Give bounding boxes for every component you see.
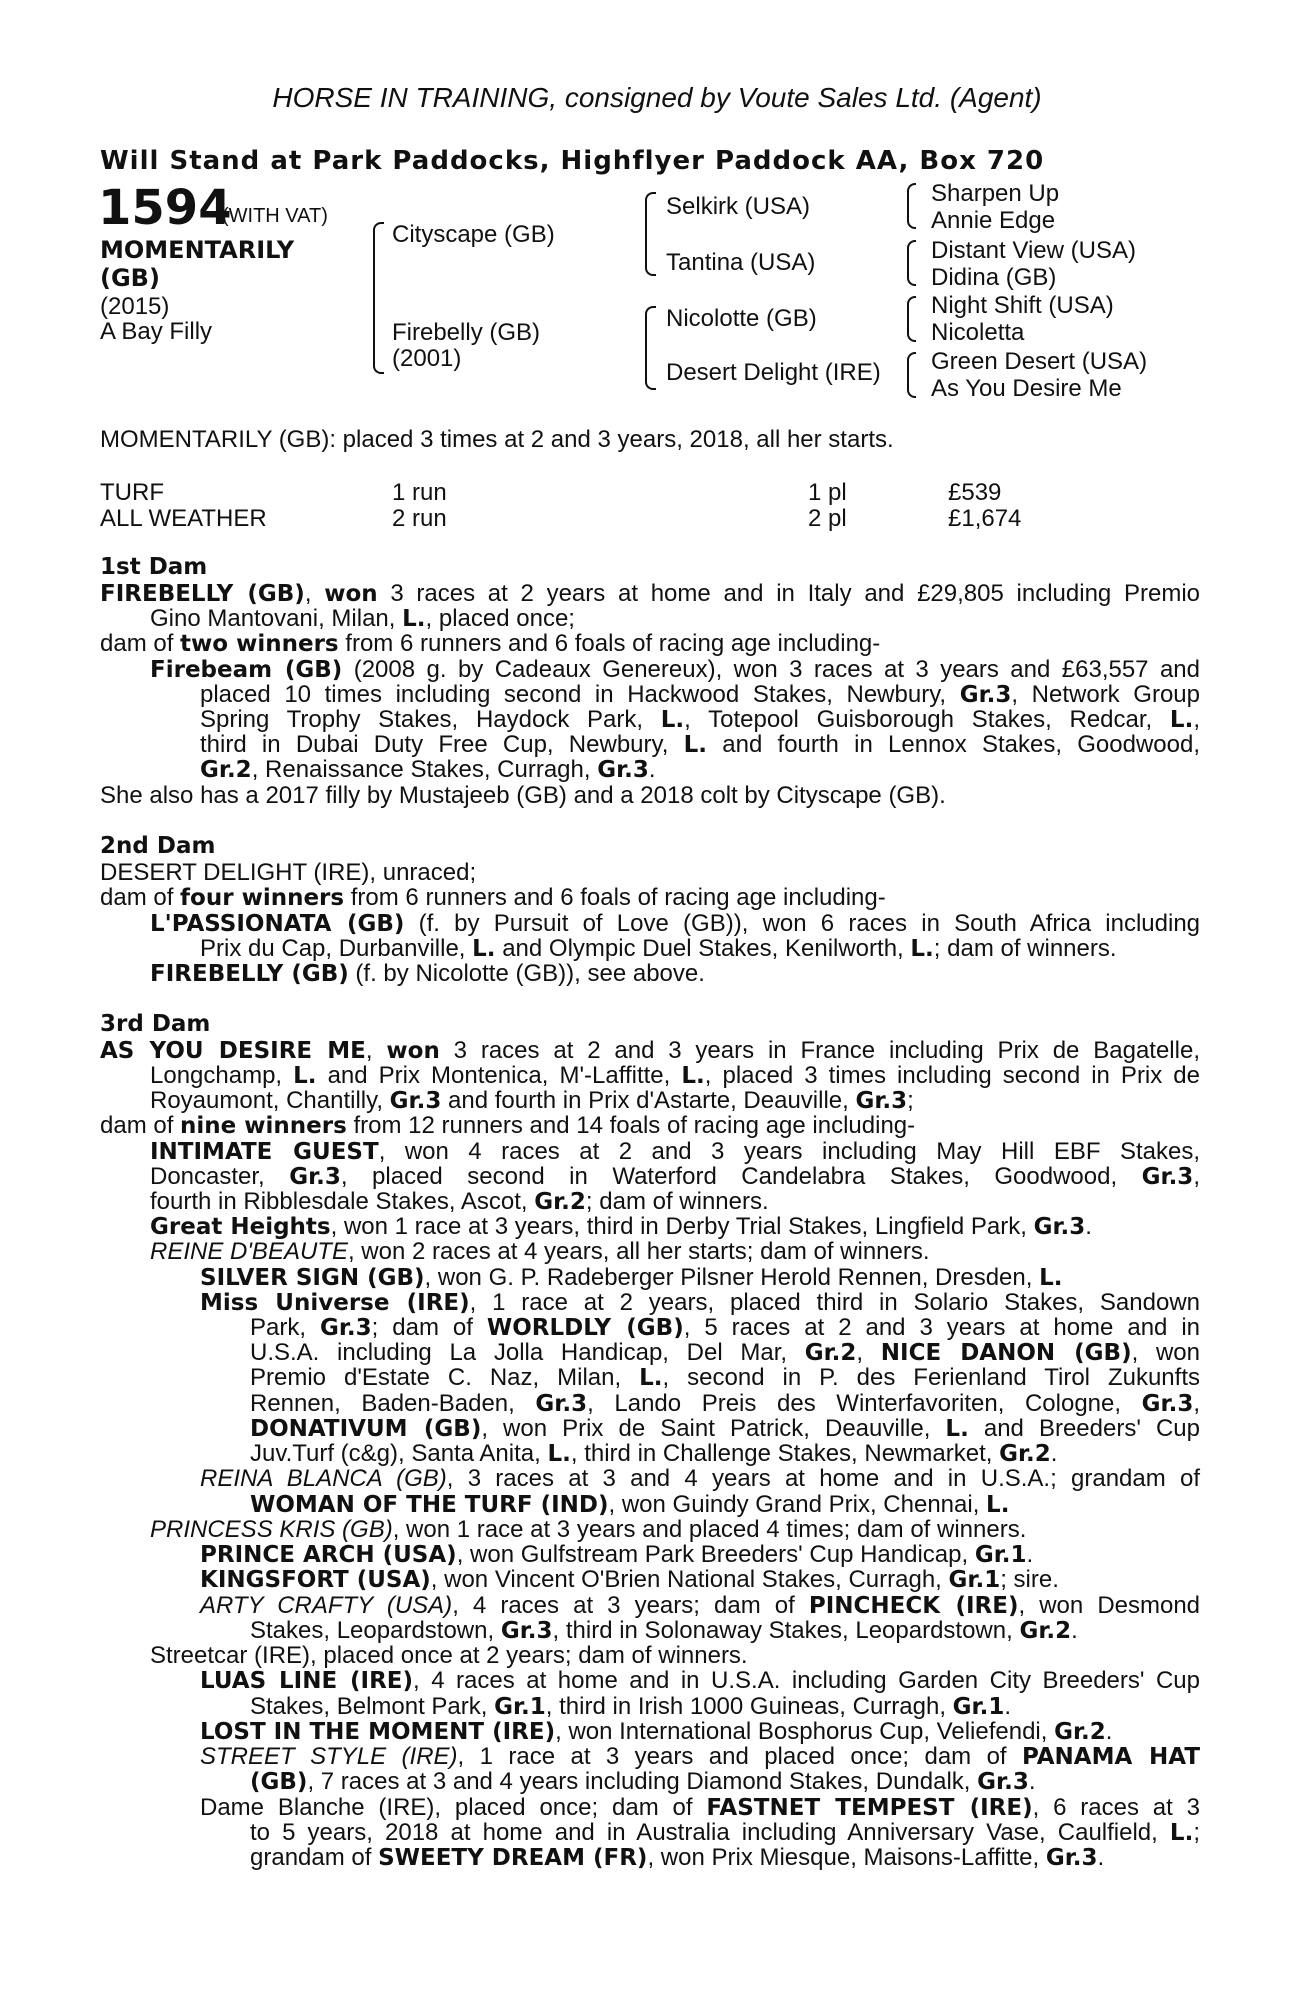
pedigree-sire-dam: Tantina (USA) bbox=[666, 249, 816, 276]
pedigree-dds: Green Desert (USA) bbox=[931, 348, 1148, 375]
progeny-line: L'PASSIONATA (GB) (f. by Pursuit of Love (GB)), won 6 races in South Africa including bbox=[150, 910, 1201, 937]
pedigree-sss: Sharpen Up bbox=[931, 180, 1060, 207]
progeny-line: FIREBELLY (GB) (f. by Nicolotte (GB)), see above. bbox=[150, 960, 705, 987]
dam-line: AS YOU DESIRE ME, won 3 races at 2 and 3 years in France including Prix de Bagatelle, bbox=[100, 1037, 1200, 1064]
dam-note: She also has a 2017 filly by Mustajeeb (GB) and a 2018 colt by Cityscape (GB). bbox=[100, 782, 946, 809]
pedigree-dss: Night Shift (USA) bbox=[931, 292, 1114, 319]
progeny-line: Spring Trophy Stakes, Haydock Park, L., Totepool Guisborough Stakes, Redcar, L., bbox=[200, 706, 1200, 733]
progeny-line: Firebeam (GB) (2008 g. by Cadeaux Genereux), won 3 races at 3 years and £63,557 and bbox=[150, 656, 1200, 683]
brace-sire-parents bbox=[645, 192, 656, 276]
brace-dd bbox=[907, 352, 916, 398]
progeny-line: LOST IN THE MOMENT (IRE), won International Bosphorus Cup, Veliefendi, Gr.2. bbox=[200, 1718, 1113, 1745]
dam-line: dam of four winners from 6 runners and 6 foals of racing age including- bbox=[100, 884, 886, 911]
progeny-line: third in Dubai Duty Free Cup, Newbury, L. and fourth in Lennox Stakes, Goodwood, bbox=[200, 731, 1200, 758]
pedigree-dsd: Nicoletta bbox=[931, 319, 1025, 346]
record-runs: 2 run bbox=[392, 505, 447, 532]
dam-line: Royaumont, Chantilly, Gr.3 and fourth in Prix d'Astarte, Deauville, Gr.3; bbox=[150, 1087, 914, 1114]
progeny-line: Miss Universe (IRE), 1 race at 2 years, placed third in Solario Stakes, Sandown bbox=[200, 1289, 1201, 1316]
vat-note: (WITH VAT) bbox=[222, 205, 328, 227]
progeny-line: ARTY CRAFTY (USA), 4 races at 3 years; dam of PINCHECK (IRE), won Desmond bbox=[200, 1592, 1201, 1619]
brace-ss bbox=[907, 183, 916, 229]
progeny-line: PRINCE ARCH (USA), won Gulfstream Park Breeders' Cup Handicap, Gr.1. bbox=[200, 1541, 1034, 1568]
progeny-line: Streetcar (IRE), placed once at 2 years; dam of winners. bbox=[150, 1642, 748, 1669]
record-earnings: £1,674 bbox=[948, 505, 1022, 532]
progeny-line: DONATIVUM (GB), won Prix de Saint Patrick, Deauville, L. and Breeders' Cup bbox=[250, 1415, 1200, 1442]
dam-line: FIREBELLY (GB), won 3 races at 2 years at home and in Italy and £29,805 including Premio bbox=[100, 580, 1201, 607]
progeny-line: Doncaster, Gr.3, placed second in Waterford Candelabra Stakes, Goodwood, Gr.3, bbox=[150, 1163, 1200, 1190]
pedigree-sds: Distant View (USA) bbox=[931, 237, 1136, 264]
progeny-line: STREET STYLE (IRE), 1 race at 3 years and placed once; dam of PANAMA HAT bbox=[200, 1743, 1201, 1770]
progeny-line: Prix du Cap, Durbanville, L. and Olympic Duel Stakes, Kenilworth, L.; dam of winners. bbox=[200, 935, 1117, 962]
dam-line: dam of two winners from 6 runners and 6 foals of racing age including- bbox=[100, 630, 881, 657]
progeny-line: REINE D'BEAUTE, won 2 races at 4 years, all her starts; dam of winners. bbox=[150, 1238, 930, 1265]
progeny-line: LUAS LINE (IRE), 4 races at home and in U.S.A. including Garden City Breeders' Cup bbox=[200, 1667, 1200, 1694]
horse-name: MOMENTARILY bbox=[100, 236, 295, 264]
progeny-line: (GB), 7 races at 3 and 4 years including Diamond Stakes, Dundalk, Gr.3. bbox=[250, 1768, 1036, 1795]
progeny-line: Rennen, Baden-Baden, Gr.3, Lando Preis des Winterfavoriten, Cologne, Gr.3, bbox=[250, 1390, 1200, 1417]
progeny-line: KINGSFORT (USA), won Vincent O'Brien National Stakes, Curragh, Gr.1; sire. bbox=[200, 1566, 1059, 1593]
section-heading: 1st Dam bbox=[100, 554, 208, 580]
progeny-line: REINA BLANCA (GB), 3 races at 3 and 4 years at home and in U.S.A.; grandam of bbox=[200, 1465, 1200, 1492]
progeny-line: fourth in Ribblesdale Stakes, Ascot, Gr.2; dam of winners. bbox=[150, 1188, 769, 1215]
horse-origin: (GB) bbox=[100, 264, 160, 292]
pedigree-ssd: Annie Edge bbox=[931, 207, 1056, 234]
dam-line: dam of nine winners from 12 runners and 14 foals of racing age including- bbox=[100, 1112, 916, 1139]
progeny-line: Stakes, Leopardstown, Gr.3, third in Solonaway Stakes, Leopardstown, Gr.2. bbox=[250, 1617, 1078, 1644]
pedigree-dam: Firebelly (GB) bbox=[392, 319, 541, 346]
brace-dam-parents bbox=[645, 306, 656, 390]
brace-ds bbox=[907, 296, 916, 342]
progeny-line: Park, Gr.3; dam of WORLDLY (GB), 5 races at 2 and 3 years at home and in bbox=[250, 1314, 1201, 1341]
record-placed: 2 pl bbox=[808, 505, 847, 532]
progeny-line: grandam of SWEETY DREAM (FR), won Prix Miesque, Maisons-Laffitte, Gr.3. bbox=[250, 1844, 1105, 1871]
progeny-line: placed 10 times including second in Hackwood Stakes, Newbury, Gr.3, Network Group bbox=[200, 681, 1200, 708]
section-heading: 2nd Dam bbox=[100, 833, 216, 859]
pedigree-ddd: As You Desire Me bbox=[931, 375, 1122, 402]
pedigree-dam-dam: Desert Delight (IRE) bbox=[666, 359, 881, 386]
location-line: Will Stand at Park Paddocks, Highflyer Paddock AA, Box 720 bbox=[100, 146, 1045, 176]
foaling-year: (2015) bbox=[100, 293, 170, 320]
progeny-line: PRINCESS KRIS (GB), won 1 race at 3 years and placed 4 times; dam of winners. bbox=[150, 1516, 1027, 1543]
page-title: HORSE IN TRAINING, consigned by Voute Sales Ltd. (Agent) bbox=[272, 82, 1042, 113]
lot-number: 1594 bbox=[98, 180, 232, 236]
progeny-line: U.S.A. including La Jolla Handicap, Del Mar, Gr.2, NICE DANON (GB), won bbox=[250, 1339, 1200, 1366]
race-summary: MOMENTARILY (GB): placed 3 times at 2 and 3 years, 2018, all her starts. bbox=[100, 426, 894, 453]
dam-line: Gino Mantovani, Milan, L., placed once; bbox=[150, 605, 575, 632]
brace-sd bbox=[907, 240, 916, 286]
pedigree-dam-year: (2001) bbox=[392, 345, 462, 372]
progeny-line: to 5 years, 2018 at home and in Australia including Anniversary Vase, Caulfield, L.; bbox=[250, 1819, 1200, 1846]
record-earnings: £539 bbox=[948, 479, 1002, 506]
record-surface: TURF bbox=[100, 479, 164, 506]
progeny-line: Premio d'Estate C. Naz, Milan, L., second in P. des Ferienland Tirol Zukunfts bbox=[250, 1364, 1200, 1391]
progeny-line: Dame Blanche (IRE), placed once; dam of FASTNET TEMPEST (IRE), 6 races at 3 bbox=[200, 1794, 1200, 1821]
dam-line: Longchamp, L. and Prix Montenica, M'-Laffitte, L., placed 3 times including second in Prix de bbox=[150, 1062, 1200, 1089]
pedigree-sire: Cityscape (GB) bbox=[392, 221, 555, 248]
progeny-line: Gr.2, Renaissance Stakes, Curragh, Gr.3. bbox=[200, 756, 656, 783]
pedigree-sdd: Didina (GB) bbox=[931, 264, 1057, 291]
brace-sire-dam bbox=[373, 222, 384, 374]
dam-line: DESERT DELIGHT (IRE), unraced; bbox=[100, 859, 477, 886]
progeny-line: INTIMATE GUEST, won 4 races at 2 and 3 years including May Hill EBF Stakes, bbox=[150, 1138, 1200, 1165]
progeny-line: WOMAN OF THE TURF (IND), won Guindy Grand Prix, Chennai, L. bbox=[250, 1491, 1010, 1518]
pedigree-sire-sire: Selkirk (USA) bbox=[666, 193, 811, 220]
progeny-line: Juv.Turf (c&g), Santa Anita, L., third in Challenge Stakes, Newmarket, Gr.2. bbox=[250, 1440, 1058, 1467]
progeny-line: Great Heights, won 1 race at 3 years, third in Derby Trial Stakes, Lingfield Park, Gr.3. bbox=[150, 1213, 1092, 1240]
section-heading: 3rd Dam bbox=[100, 1011, 211, 1037]
progeny-line: SILVER SIGN (GB), won G. P. Radeberger Pilsner Herold Rennen, Dresden, L. bbox=[200, 1264, 1063, 1291]
record-placed: 1 pl bbox=[808, 479, 847, 506]
progeny-line: Stakes, Belmont Park, Gr.1, third in Irish 1000 Guineas, Curragh, Gr.1. bbox=[250, 1693, 1012, 1720]
pedigree-dam-sire: Nicolotte (GB) bbox=[666, 305, 817, 332]
record-runs: 1 run bbox=[392, 479, 447, 506]
record-surface: ALL WEATHER bbox=[100, 505, 267, 532]
horse-description: A Bay Filly bbox=[100, 318, 213, 345]
